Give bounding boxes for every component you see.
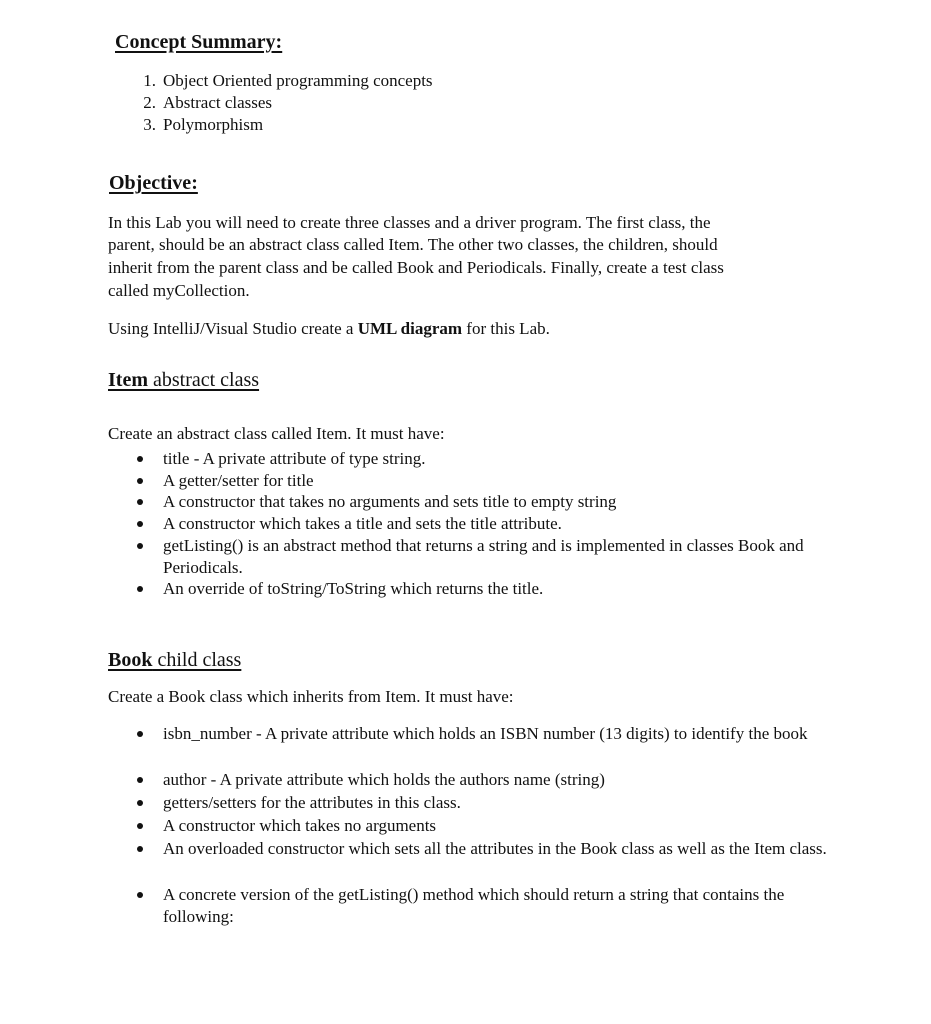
list-number: 3. — [143, 115, 156, 134]
list-item — [135, 470, 835, 492]
paragraph-line: parent, should be an abstract class called Item. The other two classes, the children, should — [108, 235, 718, 254]
uml-bold: UML diagram — [357, 319, 463, 338]
list-number: 2. — [143, 93, 156, 112]
paragraph-line: called myCollection. — [108, 281, 250, 300]
bullet-icon — [137, 777, 143, 783]
list-item — [135, 723, 835, 767]
list-text: A getter/setter for title — [163, 471, 314, 490]
bullet-icon — [137, 456, 143, 462]
bullet-icon — [137, 499, 143, 505]
list-item — [135, 513, 835, 535]
bullet-icon — [137, 478, 143, 484]
paragraph-line: In this Lab you will need to create three classes and a driver program. The first class, the — [108, 213, 711, 232]
bullet-icon — [137, 731, 143, 737]
list-number: 1. — [143, 71, 156, 90]
uml-instruction — [108, 319, 550, 339]
item-intro: Create an abstract class called Item. It must have: — [108, 424, 445, 443]
bullet-icon — [137, 800, 143, 806]
list-text: Object Oriented programming concepts — [163, 71, 433, 90]
list-item — [135, 769, 835, 791]
list-text: author - A private attribute which holds the authors name (string) — [163, 770, 605, 789]
paragraph-line: inherit from the parent class and be called Book and Periodicals. Finally, create a test class — [108, 258, 724, 277]
list-text: getListing() is an abstract method that returns a string and is implemented in classes Book and Periodicals. — [163, 536, 804, 577]
bullet-icon — [137, 543, 143, 549]
list-item — [135, 491, 835, 513]
list-item — [135, 838, 835, 882]
list-item — [135, 884, 835, 928]
list-text: A constructor which takes a title and sets the title attribute. — [163, 514, 562, 533]
list-item — [135, 448, 835, 470]
list-item — [135, 792, 835, 814]
item-section-heading — [108, 369, 259, 392]
list-text: title - A private attribute of type string. — [163, 449, 426, 468]
bullet-icon — [137, 892, 143, 898]
concept-summary-heading: Concept Summary: — [115, 31, 283, 53]
list-text: A constructor that takes no arguments and sets title to empty string — [163, 492, 617, 511]
list-text: An override of toString/ToString which returns the title. — [163, 579, 544, 598]
list-item — [135, 535, 835, 579]
list-text: isbn_number - A private attribute which holds an ISBN number (13 digits) to identify the book — [163, 724, 808, 743]
list-text: Abstract classes — [163, 93, 273, 112]
book-heading-rest: child class — [152, 649, 242, 671]
list-text: A constructor which takes no arguments — [163, 816, 437, 835]
item-heading-bold: Item — [108, 369, 148, 391]
bullet-icon — [137, 521, 143, 527]
bullet-icon — [137, 823, 143, 829]
book-heading-bold: Book — [108, 649, 153, 671]
book-intro: Create a Book class which inherits from Item. It must have: — [108, 687, 514, 706]
list-text: getters/setters for the attributes in this class. — [163, 793, 461, 812]
list-text: An overloaded constructor which sets all the attributes in the Book class as well as the Item class. — [163, 839, 827, 858]
objective-heading: Objective: — [109, 172, 198, 194]
uml-prefix: Using IntelliJ/Visual Studio create a — [108, 319, 358, 338]
bullet-icon — [137, 846, 143, 852]
list-text: Polymorphism — [163, 115, 264, 134]
book-section-heading — [108, 649, 241, 672]
list-text: A concrete version of the getListing() method which should return a string that contains the following: — [163, 885, 785, 926]
bullet-icon — [137, 586, 143, 592]
uml-suffix: for this Lab. — [462, 319, 550, 338]
item-heading-rest: abstract class — [147, 369, 260, 391]
list-item — [135, 578, 835, 600]
list-item — [135, 815, 835, 837]
